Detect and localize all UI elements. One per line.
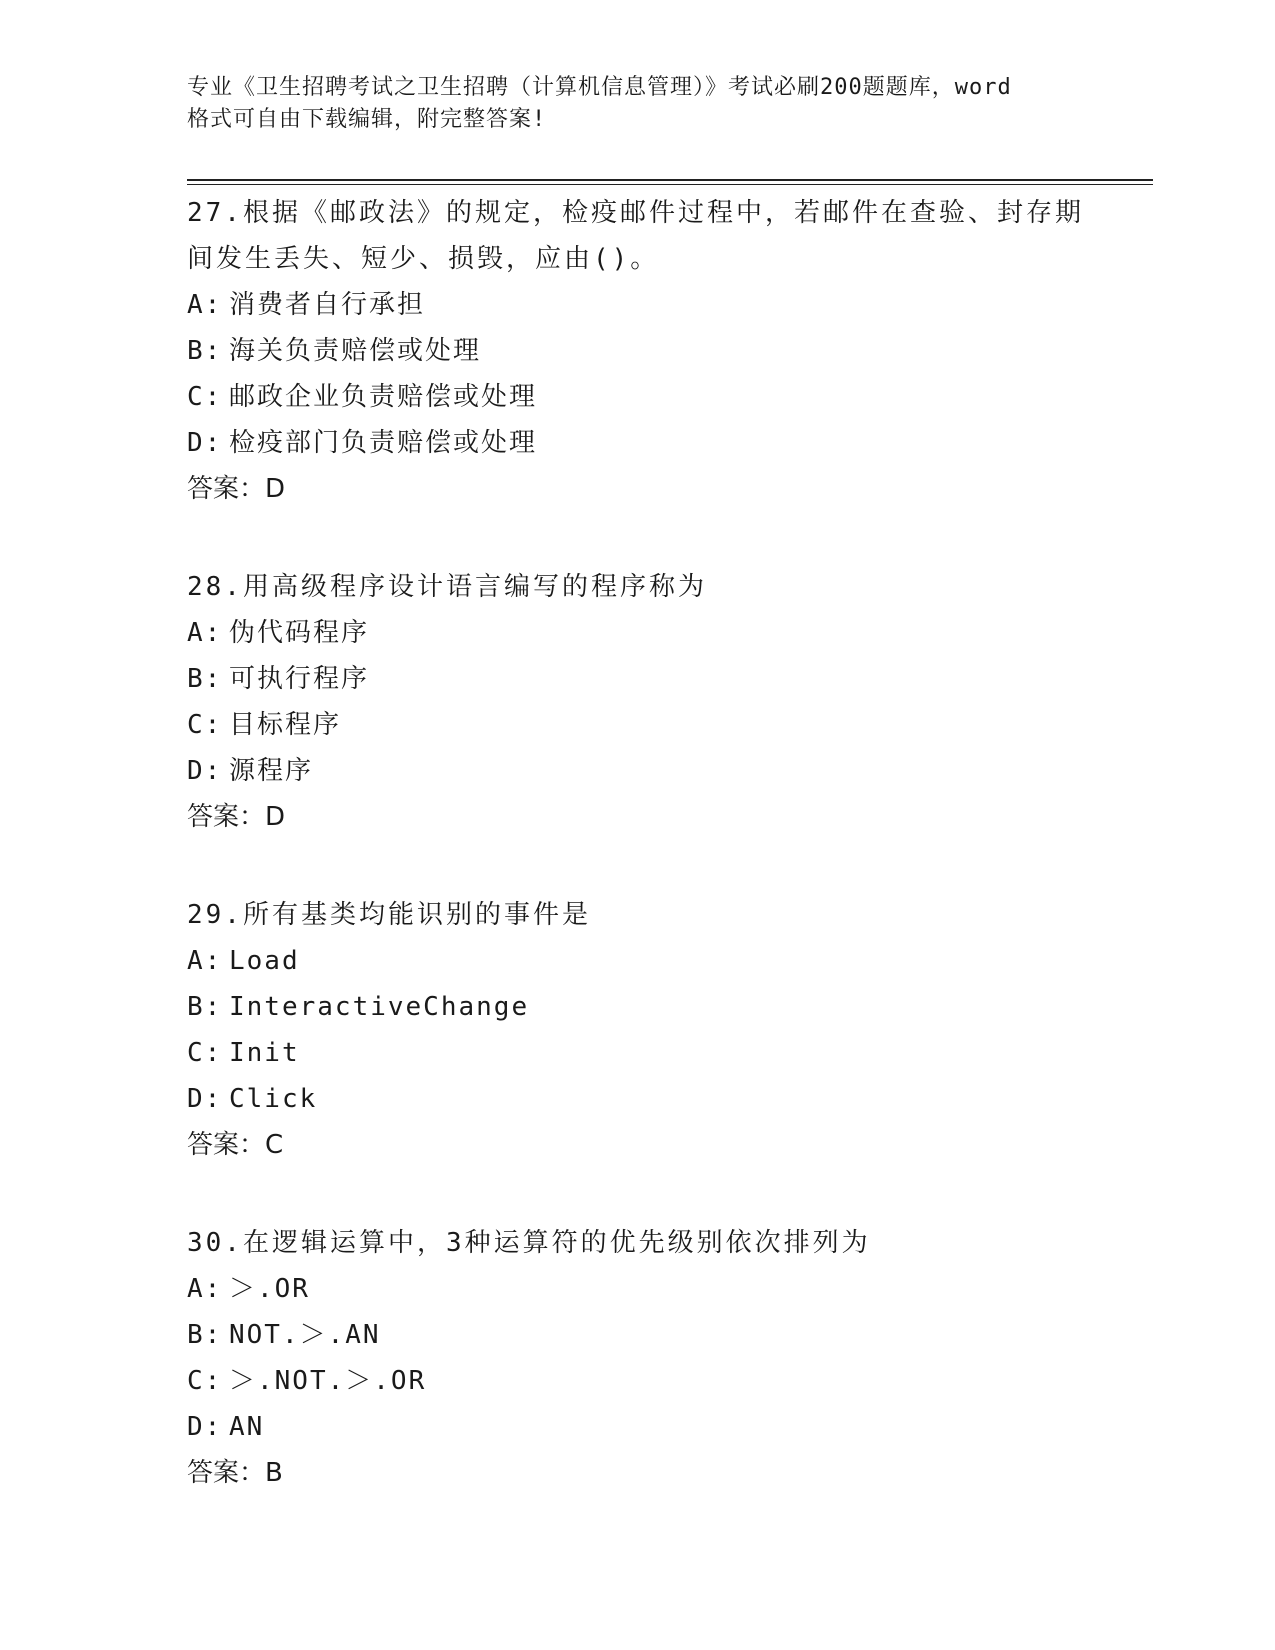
question-27 — [187, 190, 1087, 512]
option-key: C: — [187, 382, 223, 412]
option-a — [187, 1266, 1087, 1312]
option-key: B: — [187, 1320, 223, 1350]
option-text: ＞.NOT.＞.OR — [229, 1366, 427, 1396]
option-text: AN — [229, 1412, 265, 1442]
option-text: 源程序 — [229, 756, 314, 786]
option-text: 可执行程序 — [229, 664, 370, 694]
option-a — [187, 282, 1087, 328]
option-key: B: — [187, 664, 223, 694]
question-28 — [187, 564, 1087, 840]
answer-line: 答案：D — [187, 802, 286, 832]
option-text: 邮政企业负责赔偿或处理 — [229, 382, 538, 412]
option-text: Click — [229, 1084, 318, 1114]
option-text: InteractiveChange — [229, 992, 530, 1022]
question-list — [187, 190, 1087, 1548]
option-a — [187, 938, 1087, 984]
question-30 — [187, 1220, 1087, 1496]
option-key: D: — [187, 756, 223, 786]
option-b — [187, 1312, 1087, 1358]
option-text: 海关负责赔偿或处理 — [229, 336, 482, 366]
header-line-1: 专业《卫生招聘考试之卫生招聘（计算机信息管理）》考试必刷200题题库，word — [187, 75, 1012, 100]
option-a — [187, 610, 1087, 656]
document-header — [187, 72, 1087, 136]
option-c — [187, 1358, 1087, 1404]
option-d — [187, 420, 1087, 466]
option-c — [187, 702, 1087, 748]
option-d — [187, 748, 1087, 794]
option-b — [187, 656, 1087, 702]
header-divider-thick — [187, 179, 1153, 181]
question-text-continued: 间发生丢失、短少、损毁，应由()。 — [187, 244, 660, 274]
question-text: 30.在逻辑运算中，3种运算符的优先级别依次排列为 — [187, 1228, 871, 1258]
option-key: B: — [187, 336, 223, 366]
answer-line: 答案：B — [187, 1458, 283, 1488]
option-d — [187, 1404, 1087, 1450]
option-text: 检疫部门负责赔偿或处理 — [229, 428, 538, 458]
option-text: 目标程序 — [229, 710, 342, 740]
option-text: 消费者自行承担 — [229, 290, 426, 320]
option-text: NOT.＞.AN — [229, 1320, 381, 1350]
option-key: B: — [187, 992, 223, 1022]
option-b — [187, 328, 1087, 374]
option-key: A: — [187, 946, 223, 976]
option-text: Init — [229, 1038, 300, 1068]
option-key: D: — [187, 1084, 223, 1114]
option-text: Load — [229, 946, 300, 976]
option-c — [187, 374, 1087, 420]
question-29 — [187, 892, 1087, 1168]
header-divider-thin — [187, 184, 1153, 185]
question-text: 29.所有基类均能识别的事件是 — [187, 900, 591, 930]
option-d — [187, 1076, 1087, 1122]
option-key: A: — [187, 290, 223, 320]
header-line-2: 格式可自由下载编辑，附完整答案! — [187, 107, 547, 132]
answer-line: 答案：D — [187, 474, 286, 504]
question-text: 27.根据《邮政法》的规定，检疫邮件过程中，若邮件在查验、封存期 — [187, 198, 1084, 228]
option-c — [187, 1030, 1087, 1076]
option-key: A: — [187, 618, 223, 648]
option-key: C: — [187, 1038, 223, 1068]
option-text: ＞.OR — [229, 1274, 310, 1304]
option-b — [187, 984, 1087, 1030]
option-key: A: — [187, 1274, 223, 1304]
option-key: C: — [187, 710, 223, 740]
option-key: D: — [187, 1412, 223, 1442]
answer-line: 答案：C — [187, 1130, 284, 1160]
question-text: 28.用高级程序设计语言编写的程序称为 — [187, 572, 707, 602]
option-text: 伪代码程序 — [229, 618, 370, 648]
option-key: C: — [187, 1366, 223, 1396]
option-key: D: — [187, 428, 223, 458]
